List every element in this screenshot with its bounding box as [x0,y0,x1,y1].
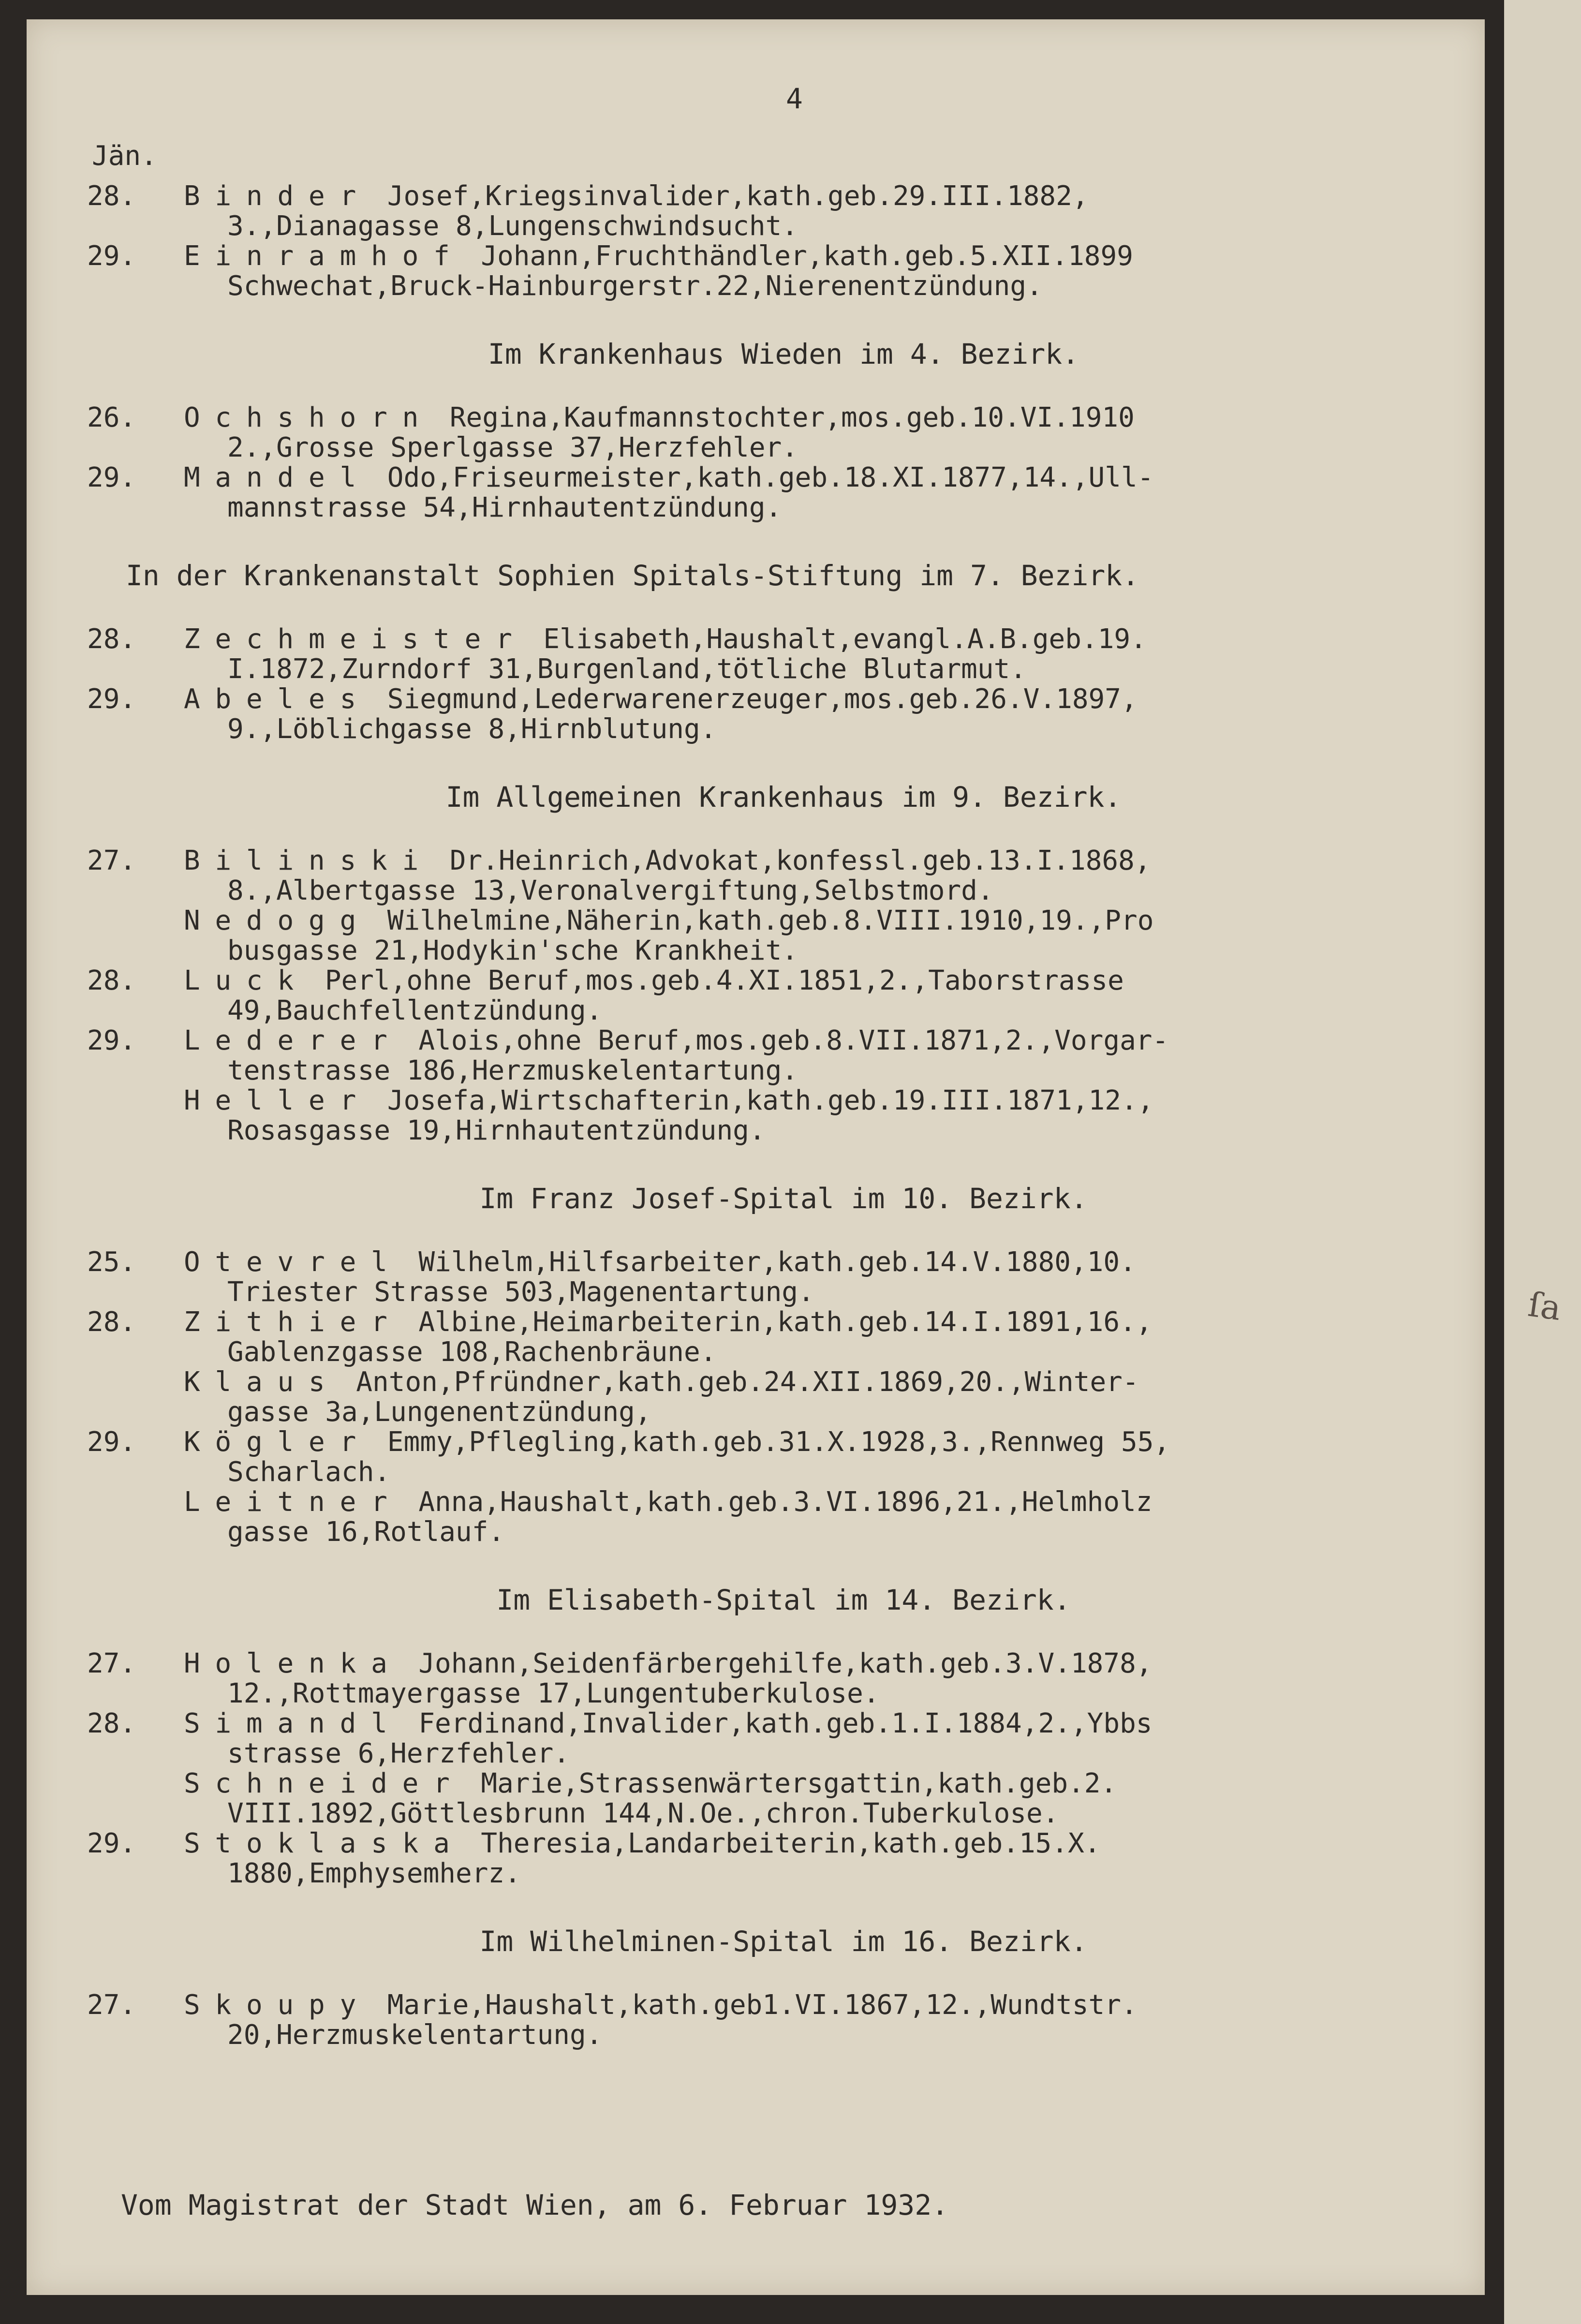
entry-details-continued: gasse 3a,Lungenentzündung, [227,1396,651,1428]
hospital-section-heading: Im Elisabeth-Spital im 14. Bezirk. [496,1584,1071,1616]
entry-text [179,1487,1480,1547]
entry-text [179,1829,1480,1889]
register-entry [87,1367,1480,1427]
entry-details: Theresia,Landarbeiterin,kath.geb.15.X. [464,1828,1101,1859]
entry-day: 29. [87,240,136,272]
register-entry [87,1487,1480,1547]
entry-details-continued: 1880,Emphysemherz. [227,1858,521,1889]
entry-details: Anna,Haushalt,kath.geb.3.VI.1896,21.,Helmholz [402,1486,1153,1518]
entry-day [87,1769,179,1829]
register-entry [87,1086,1480,1146]
surname: Skoupy [184,1989,371,2021]
register-entry [87,684,1480,744]
register-entry [87,906,1480,966]
entry-details-continued: 49,Bauchfellentzündung. [227,995,603,1026]
entry-details: Johann,Seidenfärbergehilfe,kath.geb.3.V.1878, [402,1648,1153,1679]
entry-details-continued: 9.,Löblichgasse 8,Hirnblutung. [227,713,717,745]
entry-details-continued: I.1872,Zurndorf 31,Burgenland,tötliche Blutarmut. [227,653,1027,685]
entry-day [87,906,179,966]
entry-text [179,1086,1480,1146]
entry-day: 27. [87,1648,136,1679]
entry-text [179,1769,1480,1829]
footer-signature-line: Vom Magistrat der Stadt Wien, am 6. Februar 1932. [121,2189,949,2221]
entry-details: Elisabeth,Haushalt,evangl.A.B.geb.19. [527,623,1147,655]
entry-details: Alois,ohne Beruf,mos.geb.8.VII.1871,2.,Vorgar- [402,1025,1169,1056]
death-register-list [87,181,1480,2050]
entry-day: 28. [87,180,136,212]
entry-text [179,403,1480,463]
entry-details: Marie,Strassenwärtersgattin,kath.geb.2. [464,1768,1117,1799]
entry-details: Odo,Friseurmeister,kath.geb.18.XI.1877,14.,Ull- [371,462,1154,493]
entry-day [87,1487,179,1547]
entry-text [179,1649,1480,1709]
entry-details-continued: Triester Strasse 503,Magenentartung. [227,1276,814,1308]
entry-details-continued: 2.,Grosse Sperlgasse 37,Herzfehler. [227,432,798,463]
register-entry [87,1709,1480,1769]
register-entry [87,403,1480,463]
entry-day [87,1086,179,1146]
entry-text [179,1247,1480,1307]
entry-details: Ferdinand,Invalider,kath.geb.1.I.1884,2.,Ybbs [402,1708,1153,1739]
entry-details: Johann,Fruchthändler,kath.geb.5.XII.1899 [464,240,1133,272]
register-entry [87,181,1480,241]
register-entry [87,1990,1480,2050]
entry-details-continued: VIII.1892,Göttlesbrunn 144,N.Oe.,chron.Tuberkulose. [227,1798,1059,1829]
register-entry [87,1247,1480,1307]
surname: Binder [184,180,371,212]
entry-details: Albine,Heimarbeiterin,kath.geb.14.I.1891,16., [402,1306,1153,1338]
surname: Heller [184,1085,371,1116]
entry-details: Regina,Kaufmannstochter,mos.geb.10.VI.1910 [433,402,1135,433]
entry-text [179,1367,1480,1427]
entry-details: Siegmund,Lederwarenerzeuger,mos.geb.26.V.1897, [371,683,1138,715]
hospital-section-heading: Im Wilhelminen-Spital im 16. Bezirk. [479,1925,1088,1958]
month-label: Jän. [92,140,157,172]
entry-text [179,1026,1480,1086]
entry-details-continued: 8.,Albertgasse 13,Veronalvergiftung,Selbstmord. [227,875,994,906]
entry-day: 27. [87,845,136,876]
entry-details-continued: strasse 6,Herzfehler. [227,1738,570,1769]
hospital-section-heading: Im Franz Josef-Spital im 10. Bezirk. [479,1182,1088,1215]
entry-details: Josefa,Wirtschafterin,kath.geb.19.III.1871,12., [371,1085,1154,1116]
surname: Simandl [184,1708,402,1739]
entry-day: 25. [87,1246,136,1278]
entry-day [87,1367,179,1427]
entry-details: Perl,ohne Beruf,mos.geb.4.XI.1851,2.,Taborstrasse [309,965,1124,996]
entry-details: Anton,Pfründner,kath.geb.24.XII.1869,20.,Winter- [340,1366,1139,1398]
surname: Stoklaska [184,1828,465,1859]
entry-text [179,1307,1480,1367]
entry-details-continued: gasse 16,Rotlauf. [227,1516,505,1548]
entry-text [179,624,1480,684]
surname: Nedogg [184,905,371,936]
register-entry [87,1649,1480,1709]
entry-details: Emmy,Pflegling,kath.geb.31.X.1928,3.,Rennweg 55, [371,1426,1170,1458]
surname: Holenka [184,1648,402,1679]
hospital-section-heading: Im Krankenhaus Wieden im 4. Bezirk. [488,338,1079,370]
entry-text [179,846,1480,906]
entry-details-continued: 12.,Rottmayergasse 17,Lungentuberkulose. [227,1678,880,1709]
entry-text [179,463,1480,523]
entry-day: 29. [87,1426,136,1458]
register-entry [87,624,1480,684]
entry-text [179,1709,1480,1769]
entry-details: Wilhelm,Hilfsarbeiter,kath.geb.14.V.1880,10. [402,1246,1136,1278]
entry-details-continued: Rosasgasse 19,Hirnhautentzündung. [227,1115,766,1146]
entry-details: Marie,Haushalt,kath.geb1.VI.1867,12.,Wundtstr. [371,1989,1138,2021]
entry-details-continued: 20,Herzmuskelentartung. [227,2019,603,2051]
entry-details-continued: Gablenzgasse 108,Rachenbräune. [227,1336,717,1368]
entry-text [179,1990,1480,2050]
entry-day: 27. [87,1989,136,2021]
surname: Zechmeister [184,623,527,655]
entry-details-continued: Schwechat,Bruck-Hainburgerstr.22,Nierenentzündung. [227,270,1043,302]
page-number: 4 [786,82,803,115]
entry-day: 29. [87,1025,136,1056]
surname: Zithier [184,1306,402,1338]
handwritten-mark: ſa [1525,1284,1564,1329]
register-entry [87,1307,1480,1367]
register-entry [87,846,1480,906]
surname: Abeles [184,683,371,715]
entry-text [179,966,1480,1026]
register-entry [87,241,1480,301]
surname: Klaus [184,1366,340,1398]
entry-text [179,181,1480,241]
entry-details-continued: 3.,Dianagasse 8,Lungenschwindsucht. [227,210,798,242]
entry-day: 29. [87,462,136,493]
entry-day: 29. [87,1828,136,1859]
entry-details: Wilhelmine,Näherin,kath.geb.8.VIII.1910,19.,Pro [371,905,1154,936]
entry-day: 28. [87,965,136,996]
entry-details-continued: Scharlach. [227,1456,391,1488]
register-entry [87,966,1480,1026]
entry-text [179,1427,1480,1487]
surname: Schneider [184,1768,465,1799]
register-entry [87,1829,1480,1889]
hospital-section-heading: In der Krankenanstalt Sophien Spitals-Stiftung im 7. Bezirk. [126,559,1139,592]
entry-day: 28. [87,1306,136,1338]
adjacent-page-edge [1504,0,1581,2324]
surname: Einramhof [184,240,465,272]
surname: Ochshorn [184,402,434,433]
surname: Kögler [184,1426,371,1458]
register-entry [87,1769,1480,1829]
entry-day: 28. [87,623,136,655]
entry-day: 29. [87,683,136,715]
entry-details-continued: busgasse 21,Hodykin'sche Krankheit. [227,935,798,966]
entry-details-continued: mannstrasse 54,Hirnhautentzündung. [227,492,782,523]
entry-text [179,684,1480,744]
surname: Leitner [184,1486,402,1518]
entry-details: Josef,Kriegsinvalider,kath.geb.29.III.1882, [371,180,1089,212]
entry-day: 26. [87,402,136,433]
register-entry [87,463,1480,523]
entry-text [179,241,1480,301]
entry-details-continued: tenstrasse 186,Herzmuskelentartung. [227,1055,798,1086]
surname: Luck [184,965,309,996]
surname: Mandel [184,462,371,493]
surname: Lederer [184,1025,402,1056]
surname: Bilinski [184,845,434,876]
entry-day: 28. [87,1708,136,1739]
register-entry [87,1026,1480,1086]
register-entry [87,1427,1480,1487]
surname: Otevrel [184,1246,402,1278]
entry-details: Dr.Heinrich,Advokat,konfessl.geb.13.I.1868, [433,845,1151,876]
hospital-section-heading: Im Allgemeinen Krankenhaus im 9. Bezirk. [445,781,1122,814]
entry-text [179,906,1480,966]
